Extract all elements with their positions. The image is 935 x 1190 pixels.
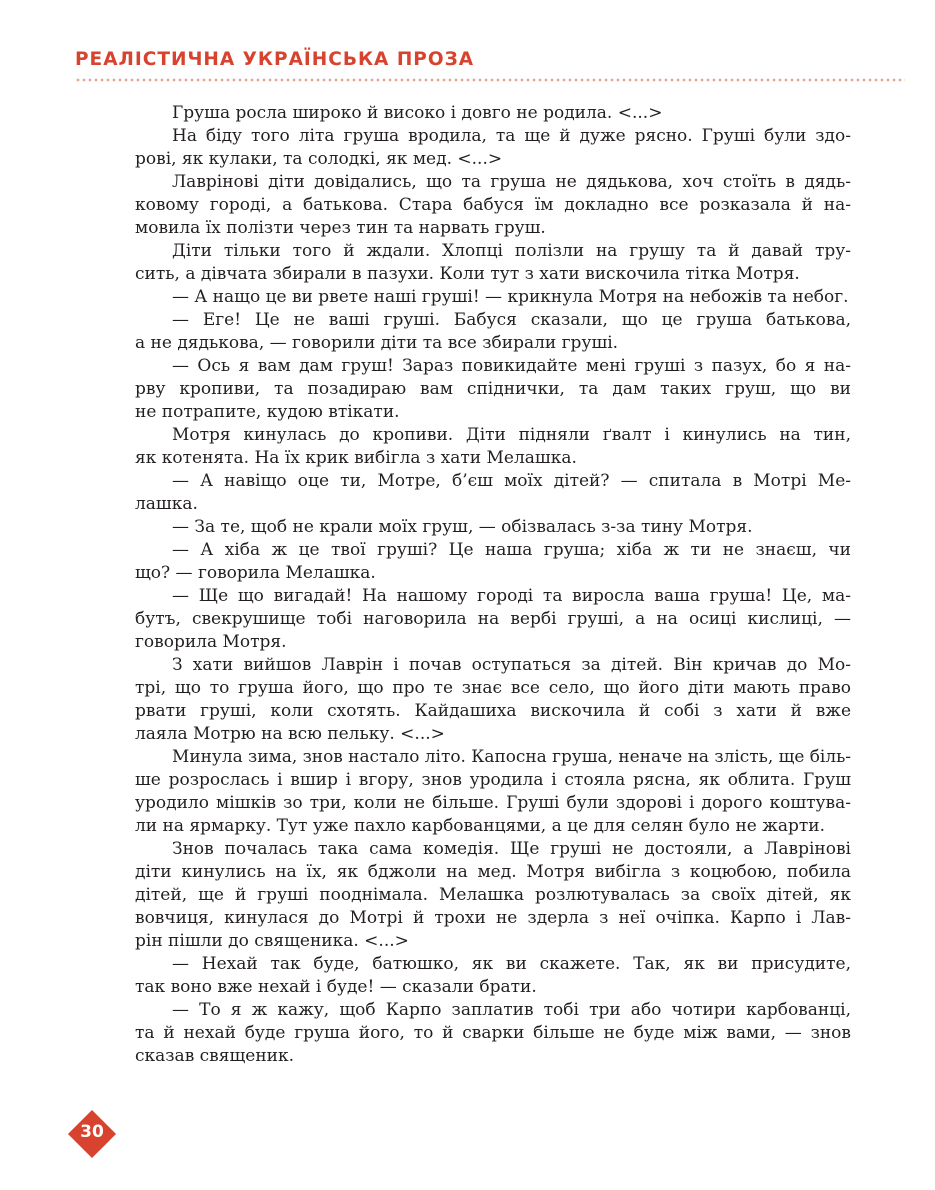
text-line: — А хіба ж це твої груші? Це наша груша; хіба ж ти не знаєш, чи [172,540,851,560]
text-line: Діти тільки того й ждали. Хлопці полізли на грушу та й давай тру- [172,241,851,261]
text-line: як котенята. На їх крик вибігла з хати Мелашка. [135,448,577,468]
text-line: не потрапите, кудою втікати. [135,402,400,422]
text-line: рвати груші, коли схотять. Кайдашиха вискочила й собі з хати й вже [135,701,851,721]
text-line: — Еге! Це не ваші груші. Бабуся сказали, що це груша батькова, [172,310,851,330]
text-line: діти кинулись на їх, як бджоли на мед. Мотря вибігла з коцюбою, побила [135,862,851,882]
text-line: бутъ, свекрушище тобі наговорила на вербі груші, а на осиці кислиці, — [135,609,851,629]
text-line: — То я ж кажу, щоб Карпо заплатив тобі три або чотири карбованці, [172,1000,851,1020]
text-line: рін пішли до священика. <...> [135,931,409,951]
text-line: Груша росла широко й високо і довго не родила. <...> [172,103,663,123]
text-line: ковому городі, а батькова. Стара бабуся їм докладно все розказала й на- [135,195,851,215]
text-line: так воно вже нехай і буде! — сказали брати. [135,977,537,997]
page-number: 30 [80,1122,104,1142]
dotted-divider [75,78,905,82]
text-line: сказав священик. [135,1046,295,1066]
text-line: лашка. [135,494,198,514]
text-line: — Нехай так буде, батюшко, як ви скажете. Так, як ви присудите, [172,954,851,974]
text-line: та й нехай буде груша його, то й сварки більше не буде між вами, — знов [135,1023,851,1043]
text-line: вовчиця, кинулася до Мотрі й трохи не здерла з неї очіпка. Карпо і Лав- [135,908,851,928]
text-line: уродило мішків зо три, коли не більше. Груші були здорові і дорого коштува- [135,793,851,813]
section-header: РЕАЛІСТИЧНА УКРАЇНСЬКА ПРОЗА [75,49,475,70]
text-line: рву кропиви, та позадираю вам спіднички, та дам таких груш, що ви [135,379,851,399]
text-line: рові, як кулаки, та солодкі, як мед. <...> [135,149,503,169]
text-line: мовила їх полізти через тин та нарвать груш. [135,218,546,238]
text-line: а не дядькова, — говорили діти та все збирали груші. [135,333,619,353]
text-line: говорила Мотря. [135,632,287,652]
text-line: Мотря кинулась до кропиви. Діти підняли ґвалт і кинулись на тин, [172,425,851,445]
text-line: — А нащо це ви рвете наші груші! — крикнула Мотря на небожів та небог. [172,287,849,307]
text-line: лаяла Мотрю на всю пельку. <...> [135,724,445,744]
text-line: З хати вийшов Лаврін і почав оступаться за дітей. Він кричав до Мо- [172,655,851,675]
text-line: На біду того літа груша вродила, та ще й дуже рясно. Груші були здо- [172,126,851,146]
text-line: Лаврінові діти довідались, що та груша не дядькова, хоч стоїть в дядь- [172,172,851,192]
text-line: трі, що то груша його, що про те знає все село, що його діти мають право [135,678,851,698]
text-line: — А навіщо оце ти, Мотре, б’єш моїх дітей? — спитала в Мотрі Ме- [172,471,851,491]
text-line: — Ще що вигадай! На нашому городі та виросла ваша груша! Це, ма- [172,586,851,606]
text-line: Знов почалась така сама комедія. Ще груші не достояли, а Лаврінові [172,839,851,859]
text-line: — Ось я вам дам груш! Зараз повикидайте мені груші з пазух, бо я на- [172,356,851,376]
text-line: сить, а дівчата збирали в пазухи. Коли тут з хати вискочила тітка Мотря. [135,264,800,284]
text-line: дітей, ще й груші пооднімала. Мелашка розлютувалась за своїх дітей, як [135,885,851,905]
page-number-badge [68,1110,116,1158]
text-line: що? — говорила Мелашка. [135,563,376,583]
text-line: Минула зима, знов настало літо. Капосна груша, неначе на злість, ще біль- [172,747,851,767]
text-line: — За те, щоб не крали моїх груш, — обізвалась з-за тину Мотря. [172,517,753,537]
text-line: ли на ярмарку. Тут уже пахло карбованцями, а це для селян було не жарти. [135,816,826,836]
text-line: ше розрослась і вшир і вгору, знов уродила і стояла рясна, як облита. Груш [135,770,851,790]
